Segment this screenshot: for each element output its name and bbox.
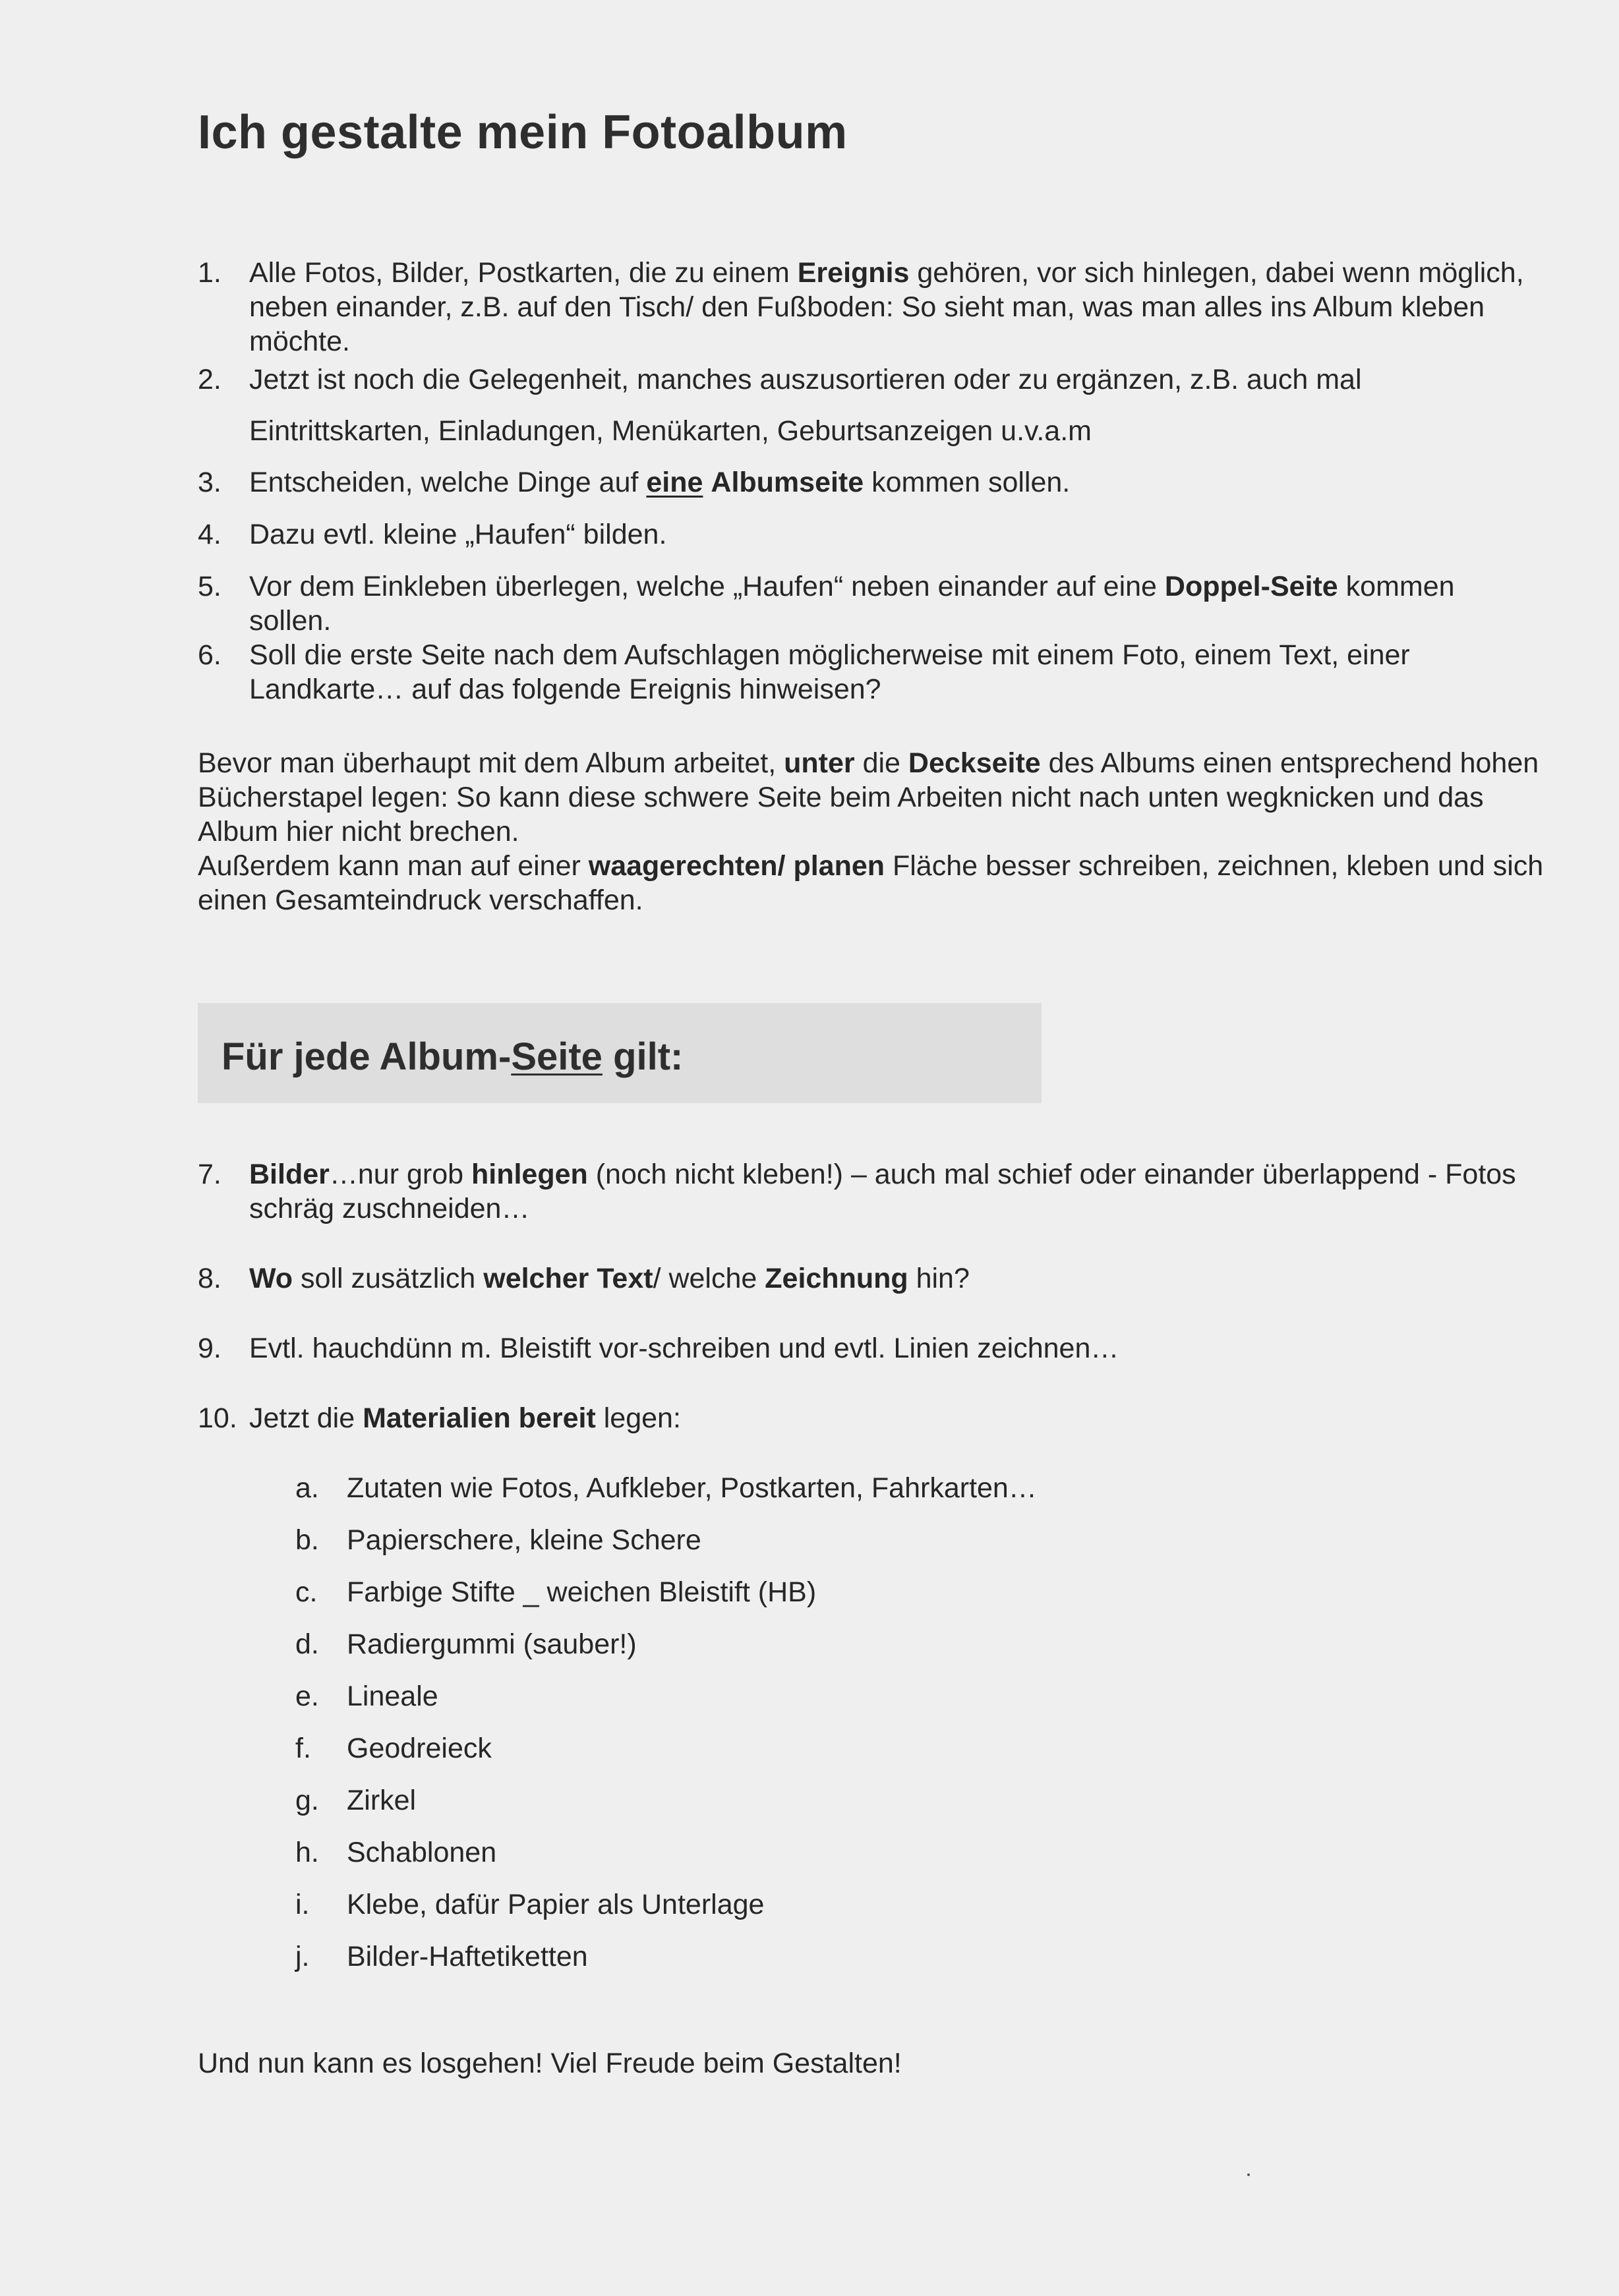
step-text <box>249 517 1541 552</box>
material-text: Schablonen <box>347 1837 497 1868</box>
step-text <box>249 1331 1541 1365</box>
material-text: Zutaten wie Fotos, Aufkleber, Postkarten, Fahrkarten… <box>347 1472 1037 1504</box>
text-run: soll zusätzlich <box>293 1263 484 1294</box>
step-text <box>249 1157 1541 1226</box>
step-text-line-1: Jetzt ist noch die Gelegenheit, manches auszusortieren oder zu ergänzen, z.B. auch mal <box>249 364 1362 395</box>
text-run: …nur grob <box>329 1159 471 1190</box>
step-text <box>249 638 1541 706</box>
material-text: Lineale <box>347 1680 438 1712</box>
text-run: Fläche besser schreiben, zeichnen, kleben und sich einen Gesamteindruck verschaffen. <box>198 850 1544 916</box>
text-run: (noch nicht kleben!) – auch mal schief oder einander überlappend - Fotos schräg zuschneiden… <box>249 1159 1516 1224</box>
text-run: Jetzt die <box>249 1402 363 1434</box>
step-number: 1. <box>198 257 221 289</box>
paragraph-book-stack <box>198 746 1569 849</box>
bold-text: Wo <box>249 1263 293 1294</box>
step-number: 9. <box>198 1333 221 1364</box>
step-text <box>249 1401 1541 1435</box>
scan-speck <box>1247 2173 1250 2176</box>
text-run: Außerdem kann man auf einer <box>198 850 589 882</box>
bold-text: Bilder <box>249 1159 330 1190</box>
section-heading-box <box>198 1003 1042 1103</box>
bold-text: waagerechten/ planen <box>588 850 885 882</box>
text-run: gehören, vor sich hinlegen, dabei wenn möglich, neben einander, z.B. auf den Tisch/ den Fußboden: So sieht man, was man alles ins Album kleben möchte. <box>249 257 1524 357</box>
text-run: Evtl. hauchdünn m. Bleistift vor-schreiben und evtl. Linien zeichnen… <box>249 1333 1119 1364</box>
step-number: 2. <box>198 364 221 395</box>
step-number: 10. <box>198 1402 237 1434</box>
material-text: Klebe, dafür Papier als Unterlage <box>347 1889 765 1920</box>
material-letter: c. <box>295 1576 318 1608</box>
text-run: Vor dem Einkleben überlegen, welche „Haufen“ neben einander auf eine <box>249 571 1165 602</box>
step-text-line-2: Eintrittskarten, Einladungen, Menükarten, Geburtsanzeigen u.v.a.m <box>249 415 1092 447</box>
material-letter: h. <box>295 1837 319 1868</box>
paragraph-flat-surface <box>198 849 1569 917</box>
material-letter: g. <box>295 1785 319 1816</box>
step-number: 4. <box>198 519 221 550</box>
bold-text: eine <box>646 467 703 498</box>
text-run: kommen sollen. <box>864 467 1071 498</box>
bold-text: unter <box>784 747 855 779</box>
step-text <box>249 256 1541 359</box>
material-letter: e. <box>295 1680 319 1712</box>
bold-text: hinlegen <box>471 1159 588 1190</box>
text-run: die <box>854 747 908 779</box>
bold-text: welcher Text <box>483 1263 653 1294</box>
closing-sentence: Und nun kann es losgehen! Viel Freude beim Gestalten! <box>198 2048 902 2079</box>
bold-text: Albumseite <box>711 467 864 498</box>
material-letter: a. <box>295 1472 319 1504</box>
material-letter: i. <box>295 1889 310 1920</box>
material-text: Radiergummi (sauber!) <box>347 1628 637 1660</box>
material-letter: b. <box>295 1524 319 1556</box>
text-run: kommen sollen. <box>249 571 1455 637</box>
step-number: 7. <box>198 1159 221 1190</box>
text-run: Bevor man überhaupt mit dem Album arbeitet, <box>198 747 784 779</box>
bold-text: Materialien bereit <box>363 1402 596 1434</box>
step-text <box>249 1261 1541 1296</box>
text-run: hin? <box>908 1263 970 1294</box>
material-letter: d. <box>295 1628 319 1660</box>
page-title: Ich gestalte mein Fotoalbum <box>198 106 848 159</box>
section-heading-underlined: Seite <box>511 1035 603 1078</box>
step-number: 8. <box>198 1263 221 1294</box>
step-text <box>249 569 1541 638</box>
text-run: legen: <box>595 1402 681 1434</box>
material-letter: f. <box>295 1733 311 1764</box>
step-number: 5. <box>198 571 221 602</box>
bold-text: Ereignis <box>797 257 910 289</box>
step-text <box>249 465 1541 500</box>
material-letter: j. <box>295 1941 310 1972</box>
text-run: des Albums einen entsprechend hohen Bücherstapel legen: So kann diese schwere Seite beim Arbeiten nicht nach unten wegknicken und das Album hier nicht brechen. <box>198 747 1539 847</box>
text-run: Alle Fotos, Bilder, Postkarten, die zu einem <box>249 257 798 289</box>
text-run <box>703 467 711 498</box>
material-text: Papierschere, kleine Schere <box>347 1524 701 1556</box>
text-run: Entscheiden, welche Dinge auf <box>249 467 647 498</box>
material-text: Farbige Stifte _ weichen Bleistift (HB) <box>347 1576 817 1608</box>
text-run: Soll die erste Seite nach dem Aufschlagen möglicherweise mit einem Foto, einem Text, einer Landkarte… auf das folgende Ereignis hinweisen? <box>249 639 1410 705</box>
text-run: Dazu evtl. kleine „Haufen“ bilden. <box>249 519 667 550</box>
section-heading-part: gilt: <box>602 1035 684 1078</box>
section-heading-part: Für jede Album- <box>221 1035 512 1078</box>
section-heading <box>221 1035 683 1079</box>
material-text: Geodreieck <box>347 1733 492 1764</box>
step-number: 3. <box>198 467 221 498</box>
bold-text: Zeichnung <box>765 1263 908 1294</box>
step-text <box>249 362 1541 448</box>
text-run: / welche <box>653 1263 765 1294</box>
bold-text: Doppel-Seite <box>1164 571 1338 602</box>
material-text: Zirkel <box>347 1785 417 1816</box>
step-number: 6. <box>198 639 221 671</box>
bold-text: Deckseite <box>908 747 1041 779</box>
material-text: Bilder-Haftetiketten <box>347 1941 588 1972</box>
